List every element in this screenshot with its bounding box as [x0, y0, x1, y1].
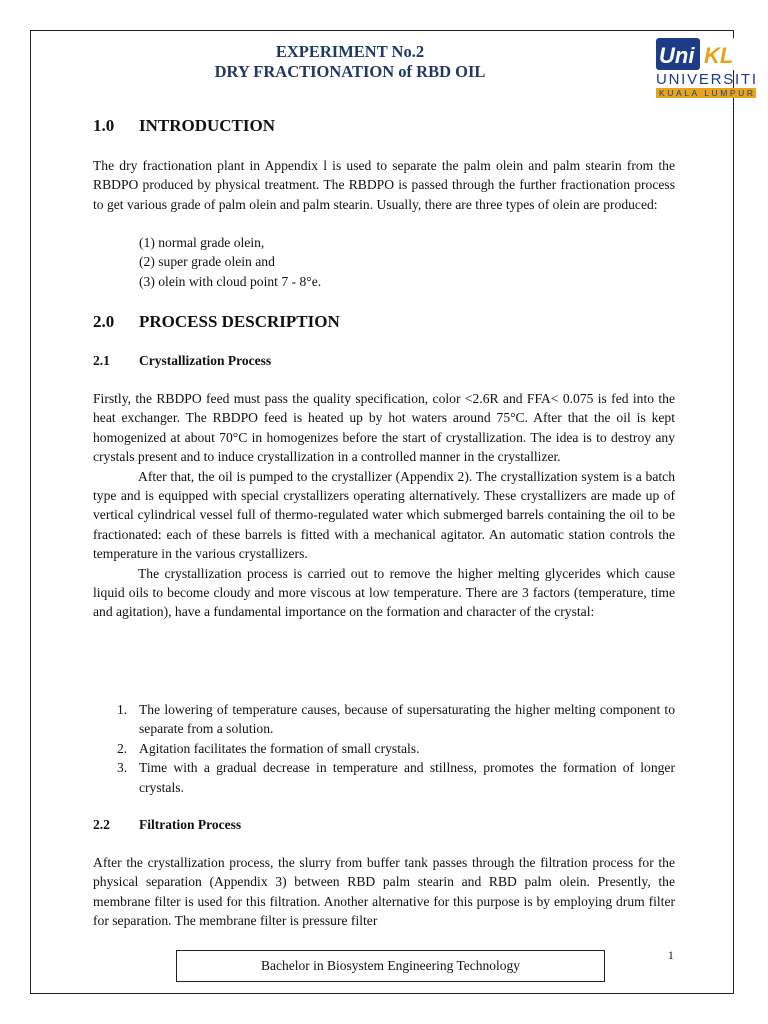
title-line-2: DRY FRACTIONATION of RBD OIL [214, 62, 486, 81]
page-number: 1 [668, 950, 674, 962]
intro-paragraph [93, 156, 675, 214]
list-text: Time with a gradual decrease in temperature and stillness, promotes the formation of longer crystals. [139, 760, 675, 795]
crystallization-paragraph-2: After that, the oil is pumped to the crystallizer (Appendix 2). The crystallization system is a batch type and is equipped with special crystallizers operating alternatively. These crystallizers are made up of vertical cylindrical vessel full of thermo-regulated water which submerged barrels containing the oil to be fractionated: each of these barrels is fitted with a mechanical agitator. An automatic station controls the temperature in the various crystallizers. [93, 468, 675, 562]
subsection-title: Crystallization Process [139, 353, 272, 368]
list-text: Agitation facilitates the formation of small crystals. [139, 740, 420, 756]
logo-universiti-text: UNIVERSITI [656, 71, 756, 88]
unikl-logo [650, 36, 762, 100]
olein-type-item: (2) super grade olein and [139, 254, 275, 270]
section-title: INTRODUCTION [139, 116, 276, 135]
olein-types-list [139, 233, 321, 291]
subsection-number: 2.2 [93, 817, 110, 832]
intro-text: The dry fractionation plant in Appendix l is used to separate the palm olein and palm stearin from the RBDPO produced by physical treatment. The RBDPO is passed through the further fractionation process to get various grade of palm olein and palm stearin. Usually, there are three types of olein are produced: [93, 158, 675, 212]
section-heading-introduction [93, 116, 275, 136]
crystallization-body [93, 389, 675, 622]
list-marker: 3. [117, 760, 128, 776]
logo-kuala-lumpur-text: KUALA LUMPUR [659, 88, 753, 98]
olein-type-item: (3) olein with cloud point 7 - 8°e. [139, 273, 322, 289]
title-line-1: EXPERIMENT No.2 [275, 42, 425, 61]
document-title [200, 42, 500, 82]
subsection-heading-filtration [93, 817, 241, 833]
section-number: 2.0 [93, 312, 115, 331]
section-heading-process-description [93, 312, 340, 332]
list-text: The lowering of temperature causes, because of supersaturating the higher melting component to separate from a solution. [139, 702, 675, 737]
filtration-paragraph-1: After the crystallization process, the slurry from buffer tank passes through the filtration process for the physical separation (Appendix 3) between RBD palm stearin and RBD palm olein. Presently, the membrane filter is used for this filtration. Another alternative for this purpose is by employing drum filter for separation. The membrane filter is pressure filter [93, 855, 675, 929]
logo-uni-text: Uni [659, 43, 695, 68]
crystallization-paragraph-1: Firstly, the RBDPO feed must pass the quality specification, color <2.6R and FFA< 0.075 is fed into the heat exchanger. The RBDPO feed is heated up by hot waters around 75°C. After that the oil is kept homogenized at about 70°C in homogenizes before the start of crystallization. The idea is to destroy any crystals present and to induce crystallization in a controlled manner in the crystallizer. [93, 391, 675, 465]
list-item [93, 758, 675, 797]
list-item [93, 739, 675, 758]
subsection-number: 2.1 [93, 353, 110, 368]
list-item [93, 700, 675, 739]
section-title: PROCESS DESCRIPTION [139, 312, 340, 331]
list-marker: 1. [117, 702, 128, 717]
filtration-body [93, 853, 675, 931]
crystal-factors-list [93, 700, 675, 797]
crystallization-paragraph-3: The crystallization process is carried out to remove the higher melting glycerides which cause liquid oils to become cloudy and more viscous at low temperature. There are 3 factors (temperature, time and agitation), have a fundamental importance on the formation and character of the crystal: [93, 565, 675, 620]
olein-type-item: (1) normal grade olein, [139, 235, 265, 250]
logo-kl-text: KL [704, 43, 734, 68]
footer-program-box [176, 950, 605, 982]
section-number: 1.0 [93, 116, 115, 135]
footer-program-text: Bachelor in Biosystem Engineering Technology [260, 958, 520, 973]
subsection-title: Filtration Process [139, 817, 242, 832]
subsection-heading-crystallization [93, 353, 271, 369]
list-marker: 2. [117, 740, 128, 756]
